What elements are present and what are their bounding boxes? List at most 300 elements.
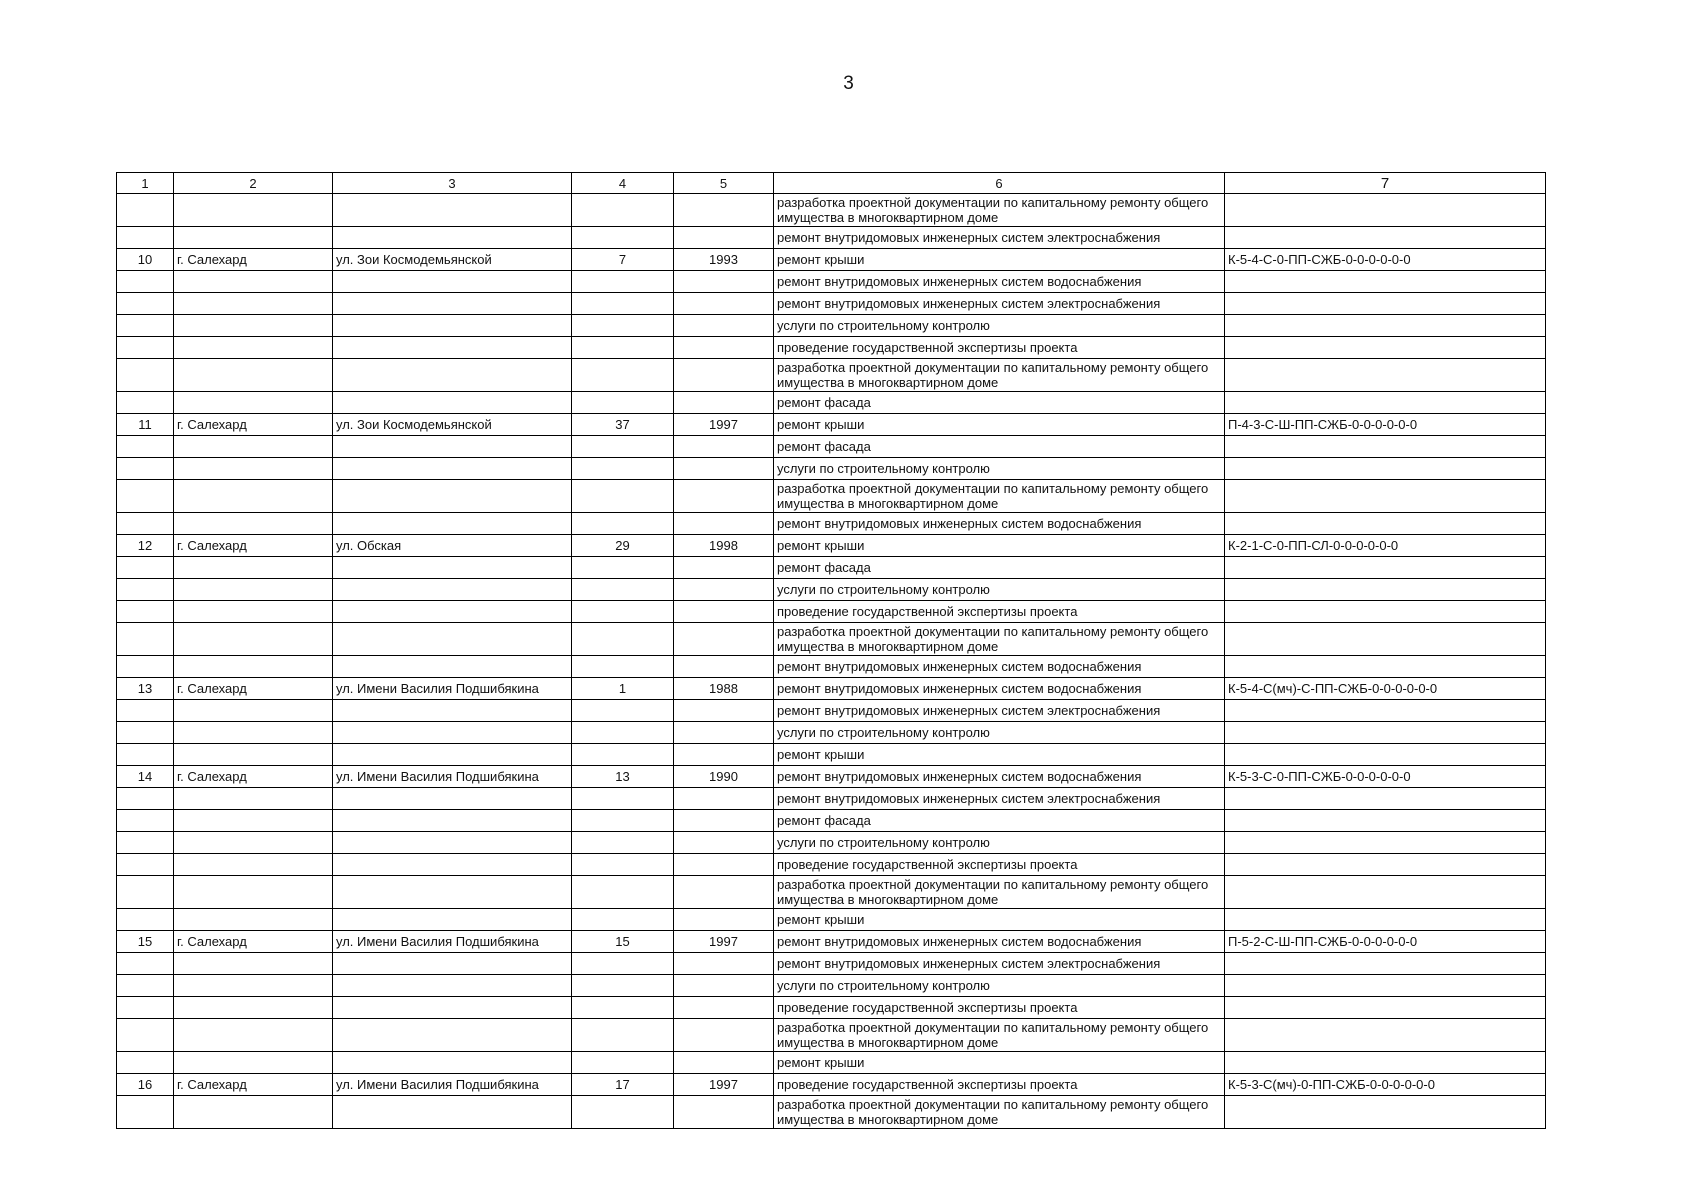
column-number-2: 2	[174, 173, 333, 194]
table-row	[117, 293, 1546, 315]
house-number-cell: 13	[572, 766, 674, 788]
house-number-cell	[572, 623, 674, 656]
building-code-cell	[1225, 359, 1546, 392]
building-code-cell	[1225, 337, 1546, 359]
work-type-cell: ремонт крыши	[774, 909, 1225, 931]
work-type-cell: проведение государственной экспертизы проекта	[774, 337, 1225, 359]
street-cell	[333, 1096, 572, 1129]
city-cell	[174, 392, 333, 414]
city-cell	[174, 876, 333, 909]
work-type-cell: услуги по строительному контролю	[774, 315, 1225, 337]
table-row	[117, 623, 1546, 656]
row-number-cell	[117, 744, 174, 766]
city-cell	[174, 337, 333, 359]
house-number-cell	[572, 1052, 674, 1074]
year-built-cell: 1990	[674, 766, 774, 788]
table-row	[117, 1052, 1546, 1074]
work-type-cell: ремонт крыши	[774, 744, 1225, 766]
street-cell	[333, 579, 572, 601]
table-row	[117, 227, 1546, 249]
building-code-cell	[1225, 513, 1546, 535]
house-number-cell	[572, 315, 674, 337]
table-row	[117, 601, 1546, 623]
work-type-cell: ремонт внутридомовых инженерных систем водоснабжения	[774, 766, 1225, 788]
building-code-cell	[1225, 601, 1546, 623]
house-number-cell: 17	[572, 1074, 674, 1096]
row-number-cell	[117, 810, 174, 832]
house-number-cell	[572, 513, 674, 535]
year-built-cell	[674, 909, 774, 931]
city-cell: г. Салехард	[174, 535, 333, 557]
city-cell: г. Салехард	[174, 931, 333, 953]
house-number-cell	[572, 227, 674, 249]
house-number-cell: 15	[572, 931, 674, 953]
work-type-cell: разработка проектной документации по капитальному ремонту общего имущества в многоквартирном доме	[774, 876, 1225, 909]
year-built-cell	[674, 293, 774, 315]
building-code-cell	[1225, 1096, 1546, 1129]
building-code-cell: П-5-2-С-Ш-ПП-СЖБ-0-0-0-0-0-0	[1225, 931, 1546, 953]
city-cell	[174, 1019, 333, 1052]
work-type-cell: ремонт внутридомовых инженерных систем электроснабжения	[774, 788, 1225, 810]
row-number-cell: 12	[117, 535, 174, 557]
building-code-cell: К-5-4-С-0-ПП-СЖБ-0-0-0-0-0-0	[1225, 249, 1546, 271]
street-cell	[333, 832, 572, 854]
work-type-cell: ремонт внутридомовых инженерных систем водоснабжения	[774, 513, 1225, 535]
building-code-cell	[1225, 744, 1546, 766]
house-number-cell	[572, 458, 674, 480]
house-number-cell	[572, 579, 674, 601]
street-cell	[333, 557, 572, 579]
street-cell: ул. Имени Василия Подшибякина	[333, 678, 572, 700]
city-cell	[174, 436, 333, 458]
year-built-cell	[674, 513, 774, 535]
house-number-cell: 37	[572, 414, 674, 436]
row-number-cell	[117, 579, 174, 601]
street-cell	[333, 601, 572, 623]
house-number-cell	[572, 909, 674, 931]
year-built-cell	[674, 557, 774, 579]
street-cell	[333, 700, 572, 722]
work-type-cell: ремонт крыши	[774, 414, 1225, 436]
table-row	[117, 414, 1546, 436]
year-built-cell: 1997	[674, 931, 774, 953]
building-code-cell: П-4-3-С-Ш-ПП-СЖБ-0-0-0-0-0-0	[1225, 414, 1546, 436]
work-type-cell: проведение государственной экспертизы проекта	[774, 997, 1225, 1019]
row-number-cell	[117, 359, 174, 392]
table-row	[117, 557, 1546, 579]
building-code-cell	[1225, 1052, 1546, 1074]
work-type-cell: разработка проектной документации по капитальному ремонту общего имущества в многоквартирном доме	[774, 1019, 1225, 1052]
building-code-cell	[1225, 722, 1546, 744]
row-number-cell	[117, 513, 174, 535]
building-code-cell	[1225, 997, 1546, 1019]
column-number-3: 3	[333, 173, 572, 194]
street-cell	[333, 975, 572, 997]
street-cell: ул. Имени Василия Подшибякина	[333, 766, 572, 788]
street-cell	[333, 392, 572, 414]
work-type-cell: ремонт внутридомовых инженерных систем электроснабжения	[774, 953, 1225, 975]
street-cell	[333, 722, 572, 744]
house-number-cell	[572, 788, 674, 810]
city-cell	[174, 557, 333, 579]
year-built-cell	[674, 601, 774, 623]
city-cell	[174, 194, 333, 227]
street-cell: ул. Имени Василия Подшибякина	[333, 1074, 572, 1096]
city-cell	[174, 722, 333, 744]
house-number-cell	[572, 975, 674, 997]
year-built-cell	[674, 315, 774, 337]
building-code-cell	[1225, 909, 1546, 931]
work-type-cell: ремонт крыши	[774, 249, 1225, 271]
city-cell	[174, 997, 333, 1019]
street-cell	[333, 194, 572, 227]
year-built-cell	[674, 788, 774, 810]
table-row	[117, 656, 1546, 678]
house-number-cell	[572, 997, 674, 1019]
city-cell	[174, 359, 333, 392]
year-built-cell	[674, 227, 774, 249]
street-cell	[333, 953, 572, 975]
work-type-cell: ремонт внутридомовых инженерных систем водоснабжения	[774, 678, 1225, 700]
year-built-cell	[674, 337, 774, 359]
street-cell	[333, 623, 572, 656]
house-number-cell	[572, 700, 674, 722]
work-type-cell: разработка проектной документации по капитальному ремонту общего имущества в многоквартирном доме	[774, 1096, 1225, 1129]
work-type-cell: услуги по строительному контролю	[774, 579, 1225, 601]
work-type-cell: ремонт внутридомовых инженерных систем водоснабжения	[774, 931, 1225, 953]
row-number-cell	[117, 557, 174, 579]
row-number-cell	[117, 997, 174, 1019]
street-cell	[333, 315, 572, 337]
street-cell	[333, 458, 572, 480]
row-number-cell	[117, 788, 174, 810]
building-code-cell	[1225, 579, 1546, 601]
page-number: 3	[843, 73, 854, 94]
column-number-7: 7	[1225, 173, 1546, 194]
building-code-cell	[1225, 271, 1546, 293]
table-row	[117, 810, 1546, 832]
city-cell	[174, 601, 333, 623]
table-row	[117, 700, 1546, 722]
table-row	[117, 249, 1546, 271]
city-cell: г. Салехард	[174, 766, 333, 788]
table-row	[117, 931, 1546, 953]
city-cell: г. Салехард	[174, 678, 333, 700]
street-cell	[333, 788, 572, 810]
building-code-cell	[1225, 975, 1546, 997]
year-built-cell	[674, 359, 774, 392]
city-cell	[174, 832, 333, 854]
house-number-cell	[572, 656, 674, 678]
city-cell	[174, 909, 333, 931]
table-row	[117, 271, 1546, 293]
row-number-cell	[117, 854, 174, 876]
house-number-cell: 29	[572, 535, 674, 557]
street-cell: ул. Имени Василия Подшибякина	[333, 931, 572, 953]
table-row	[117, 337, 1546, 359]
year-built-cell	[674, 480, 774, 513]
street-cell	[333, 436, 572, 458]
table-row	[117, 975, 1546, 997]
street-cell	[333, 997, 572, 1019]
building-code-cell	[1225, 315, 1546, 337]
building-code-cell	[1225, 623, 1546, 656]
row-number-cell	[117, 194, 174, 227]
city-cell	[174, 623, 333, 656]
street-cell	[333, 1019, 572, 1052]
work-type-cell: ремонт внутридомовых инженерных систем электроснабжения	[774, 227, 1225, 249]
house-number-cell	[572, 271, 674, 293]
building-code-cell	[1225, 656, 1546, 678]
row-number-cell	[117, 1052, 174, 1074]
city-cell: г. Салехард	[174, 249, 333, 271]
row-number-cell	[117, 876, 174, 909]
house-number-cell	[572, 810, 674, 832]
street-cell	[333, 293, 572, 315]
building-code-cell	[1225, 227, 1546, 249]
row-number-cell	[117, 1096, 174, 1129]
row-number-cell	[117, 480, 174, 513]
year-built-cell	[674, 436, 774, 458]
year-built-cell	[674, 722, 774, 744]
building-code-cell	[1225, 458, 1546, 480]
city-cell	[174, 700, 333, 722]
table-row	[117, 315, 1546, 337]
work-type-cell: ремонт крыши	[774, 535, 1225, 557]
building-code-cell	[1225, 194, 1546, 227]
table-row	[117, 876, 1546, 909]
street-cell	[333, 1052, 572, 1074]
table-row	[117, 1096, 1546, 1129]
work-type-cell: ремонт крыши	[774, 1052, 1225, 1074]
row-number-cell	[117, 315, 174, 337]
street-cell	[333, 656, 572, 678]
city-cell	[174, 271, 333, 293]
city-cell	[174, 315, 333, 337]
building-code-cell	[1225, 876, 1546, 909]
table-row	[117, 1074, 1546, 1096]
table-row	[117, 458, 1546, 480]
building-code-cell	[1225, 832, 1546, 854]
register-body	[117, 194, 1546, 1129]
building-code-cell	[1225, 953, 1546, 975]
row-number-cell: 13	[117, 678, 174, 700]
work-type-cell: проведение государственной экспертизы проекта	[774, 601, 1225, 623]
table-row	[117, 997, 1546, 1019]
year-built-cell	[674, 579, 774, 601]
work-type-cell: ремонт фасада	[774, 436, 1225, 458]
work-type-cell: ремонт внутридомовых инженерных систем водоснабжения	[774, 271, 1225, 293]
work-type-cell: ремонт фасада	[774, 810, 1225, 832]
year-built-cell	[674, 392, 774, 414]
street-cell: ул. Обская	[333, 535, 572, 557]
city-cell	[174, 788, 333, 810]
city-cell	[174, 227, 333, 249]
street-cell	[333, 909, 572, 931]
street-cell	[333, 337, 572, 359]
row-number-cell	[117, 392, 174, 414]
city-cell	[174, 810, 333, 832]
year-built-cell	[674, 194, 774, 227]
building-code-cell: К-5-3-С-0-ПП-СЖБ-0-0-0-0-0-0	[1225, 766, 1546, 788]
row-number-cell	[117, 832, 174, 854]
row-number-cell	[117, 975, 174, 997]
city-cell	[174, 293, 333, 315]
street-cell	[333, 810, 572, 832]
work-type-cell: разработка проектной документации по капитальному ремонту общего имущества в многоквартирном доме	[774, 480, 1225, 513]
house-number-cell	[572, 557, 674, 579]
table-row	[117, 513, 1546, 535]
row-number-cell	[117, 909, 174, 931]
row-number-cell	[117, 227, 174, 249]
street-cell	[333, 876, 572, 909]
city-cell	[174, 656, 333, 678]
table-row	[117, 832, 1546, 854]
row-number-cell: 10	[117, 249, 174, 271]
repair-register-table	[116, 172, 1546, 1129]
work-type-cell: разработка проектной документации по капитальному ремонту общего имущества в многоквартирном доме	[774, 194, 1225, 227]
house-number-cell	[572, 953, 674, 975]
city-cell	[174, 480, 333, 513]
row-number-cell: 14	[117, 766, 174, 788]
building-code-cell	[1225, 1019, 1546, 1052]
column-number-1: 1	[117, 173, 174, 194]
table-row	[117, 788, 1546, 810]
city-cell	[174, 458, 333, 480]
year-built-cell	[674, 832, 774, 854]
work-type-cell: разработка проектной документации по капитальному ремонту общего имущества в многоквартирном доме	[774, 359, 1225, 392]
year-built-cell	[674, 458, 774, 480]
year-built-cell	[674, 700, 774, 722]
city-cell	[174, 744, 333, 766]
house-number-cell	[572, 744, 674, 766]
row-number-cell	[117, 722, 174, 744]
column-number-6: 6	[774, 173, 1225, 194]
table-row	[117, 579, 1546, 601]
street-cell: ул. Зои Космодемьянской	[333, 249, 572, 271]
work-type-cell: ремонт внутридомовых инженерных систем электроснабжения	[774, 293, 1225, 315]
row-number-cell	[117, 293, 174, 315]
building-code-cell	[1225, 480, 1546, 513]
row-number-cell: 16	[117, 1074, 174, 1096]
work-type-cell: услуги по строительному контролю	[774, 458, 1225, 480]
house-number-cell	[572, 1019, 674, 1052]
table-row	[117, 535, 1546, 557]
table-row	[117, 359, 1546, 392]
year-built-cell	[674, 1096, 774, 1129]
street-cell	[333, 744, 572, 766]
column-number-5: 5	[674, 173, 774, 194]
city-cell	[174, 513, 333, 535]
year-built-cell: 1993	[674, 249, 774, 271]
house-number-cell	[572, 194, 674, 227]
row-number-cell	[117, 271, 174, 293]
table-row	[117, 1019, 1546, 1052]
table-row	[117, 953, 1546, 975]
house-number-cell	[572, 337, 674, 359]
house-number-cell	[572, 480, 674, 513]
year-built-cell	[674, 854, 774, 876]
year-built-cell	[674, 1052, 774, 1074]
row-number-cell	[117, 436, 174, 458]
row-number-cell: 11	[117, 414, 174, 436]
city-cell	[174, 975, 333, 997]
row-number-cell	[117, 458, 174, 480]
table-row	[117, 909, 1546, 931]
building-code-cell: К-2-1-С-0-ПП-СЛ-0-0-0-0-0-0	[1225, 535, 1546, 557]
building-code-cell	[1225, 436, 1546, 458]
year-built-cell: 1988	[674, 678, 774, 700]
column-number-4: 4	[572, 173, 674, 194]
work-type-cell: услуги по строительному контролю	[774, 975, 1225, 997]
building-code-cell: К-5-4-С(мч)-С-ПП-СЖБ-0-0-0-0-0-0	[1225, 678, 1546, 700]
row-number-cell	[117, 953, 174, 975]
work-type-cell: услуги по строительному контролю	[774, 722, 1225, 744]
building-code-cell	[1225, 557, 1546, 579]
house-number-cell	[572, 1096, 674, 1129]
table-row	[117, 194, 1546, 227]
year-built-cell	[674, 953, 774, 975]
building-code-cell	[1225, 854, 1546, 876]
table-row	[117, 392, 1546, 414]
street-cell	[333, 854, 572, 876]
building-code-cell	[1225, 810, 1546, 832]
column-number-row	[117, 173, 1546, 194]
table-row	[117, 678, 1546, 700]
row-number-cell	[117, 623, 174, 656]
city-cell	[174, 854, 333, 876]
house-number-cell	[572, 293, 674, 315]
building-code-cell	[1225, 788, 1546, 810]
row-number-cell	[117, 700, 174, 722]
work-type-cell: ремонт фасада	[774, 392, 1225, 414]
city-cell: г. Салехард	[174, 1074, 333, 1096]
street-cell: ул. Зои Космодемьянской	[333, 414, 572, 436]
city-cell	[174, 1052, 333, 1074]
work-type-cell: услуги по строительному контролю	[774, 832, 1225, 854]
house-number-cell	[572, 722, 674, 744]
building-code-cell	[1225, 392, 1546, 414]
table-row	[117, 854, 1546, 876]
work-type-cell: проведение государственной экспертизы проекта	[774, 1074, 1225, 1096]
table-row	[117, 436, 1546, 458]
house-number-cell: 7	[572, 249, 674, 271]
city-cell	[174, 953, 333, 975]
year-built-cell	[674, 623, 774, 656]
house-number-cell	[572, 392, 674, 414]
street-cell	[333, 271, 572, 293]
year-built-cell: 1997	[674, 1074, 774, 1096]
year-built-cell	[674, 975, 774, 997]
year-built-cell	[674, 876, 774, 909]
year-built-cell: 1998	[674, 535, 774, 557]
house-number-cell	[572, 436, 674, 458]
table-row	[117, 766, 1546, 788]
street-cell	[333, 359, 572, 392]
table-row	[117, 480, 1546, 513]
work-type-cell: ремонт внутридомовых инженерных систем водоснабжения	[774, 656, 1225, 678]
row-number-cell	[117, 337, 174, 359]
year-built-cell	[674, 744, 774, 766]
house-number-cell	[572, 359, 674, 392]
table-row	[117, 722, 1546, 744]
city-cell	[174, 579, 333, 601]
street-cell	[333, 513, 572, 535]
year-built-cell	[674, 656, 774, 678]
house-number-cell	[572, 854, 674, 876]
row-number-cell	[117, 601, 174, 623]
year-built-cell	[674, 997, 774, 1019]
